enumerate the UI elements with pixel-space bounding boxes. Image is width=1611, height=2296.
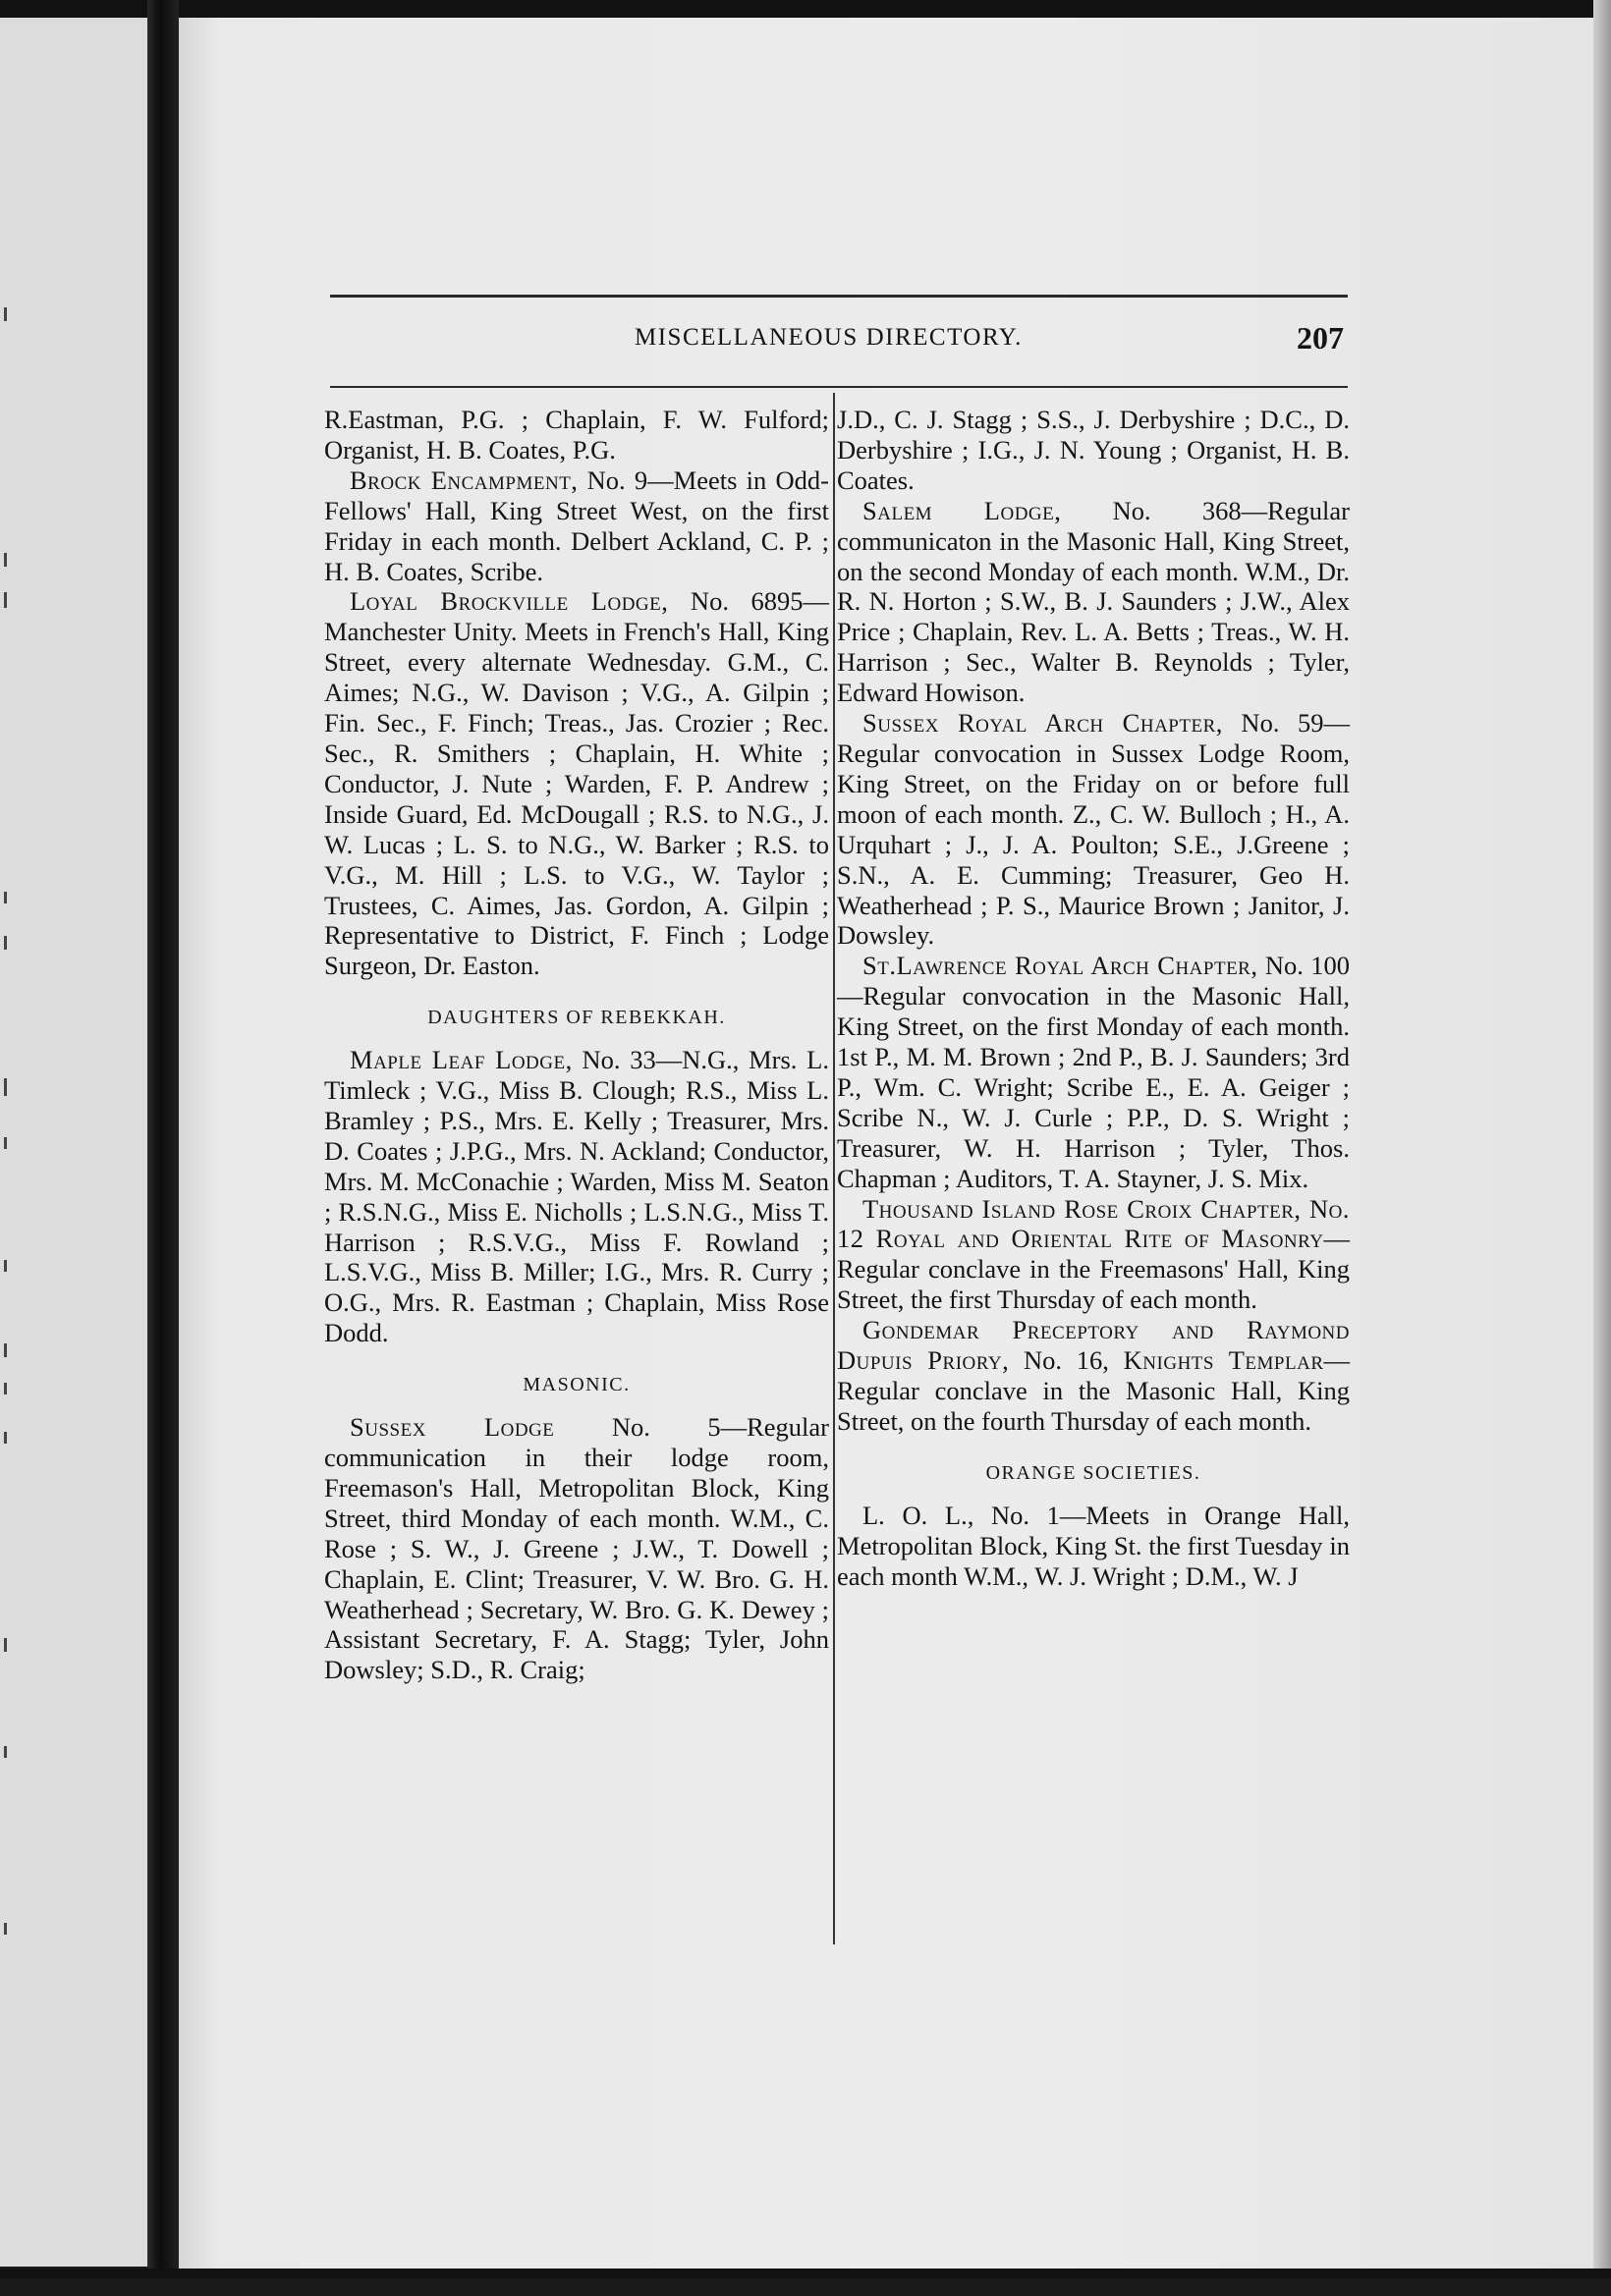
entry-name: Sussex Lodge — [350, 1412, 555, 1443]
entry-name: Knights Templar — [1123, 1345, 1324, 1376]
entry-text: No. 5—Regular communication in their lodge room, Freemason's Hall, Metropolitan Block, King Street, third Monday of each month. W.M., C. Rose ; S. W., J. Greene ; J.W., T. Dowell ; Chaplain, E. Clint; Treasurer, V. W. Bro. G. H. Weatherhead ; Secretary, W. Bro. G. K. Dewey ; Assistant Secretary, F. A. Stagg; Tyler, John Dowsley; S.D., R. Craig; — [324, 1412, 829, 1685]
entry-text: —Regular conclave in the Freemasons' Hall, King Street, the first Thursday of each month. — [837, 1224, 1350, 1315]
entry-name: Gondemar Preceptory and Raymond Dupuis Priory, — [837, 1315, 1350, 1376]
header-bottom-rule — [330, 386, 1348, 388]
entry-salem-lodge — [837, 496, 1350, 708]
facing-page-edge — [0, 18, 147, 2267]
entry-name: Salem Lodge, — [862, 495, 1062, 525]
entry-lol-no-1: L. O. L., No. 1—Meets in Orange Hall, Metropolitan Block, King St. the first Tuesday in each month W.M., W. J. Wright ; D.M., W. J — [837, 1500, 1350, 1591]
entry-text: No. 368—Regular communicaton in the Masonic Hall, King Street, on the second Monday of each month. W.M., Dr. R. N. Horton ; S.W., B. J. Saunders ; J.W., Alex Price ; Chaplain, Rev. L. A. Betts ; Treas., W. H. Harrison ; Sec., Walter B. Reynolds ; Tyler, Edward Howison. — [837, 495, 1350, 708]
entry-loyal-brockville-lodge — [324, 586, 829, 981]
entry-thousand-island-rose-croix — [837, 1194, 1350, 1316]
left-column — [324, 405, 829, 1685]
page-number: 207 — [1297, 320, 1344, 355]
entry-sussex-lodge — [324, 1412, 829, 1685]
running-header-title: MISCELLANEOUS DIRECTORY. — [635, 324, 1023, 351]
section-heading-rebekkah: DAUGHTERS OF REBEKKAH. — [427, 1007, 726, 1029]
entry-text: No. 33—N.G., Mrs. L. Timleck ; V.G., Miss B. Clough; R.S., Miss L. Bramley ; P.S., Mrs. E. Kelly ; Treasurer, Mrs. D. Coates ; J.P.G., Mrs. N. Ackland; Conductor, Mrs. M. McConachie ; Warden, Miss M. Seaton ; R.S.N.G., Miss E. Nicholls ; L.S.N.G., Miss T. Harrison ; R.S.V.G., Miss F. Rowland ; L.S.V.G., Miss B. Miller; I.G., Mrs. R. Curry ; O.G., Mrs. R. Eastman ; Chaplain, Miss Rose Dodd. — [324, 1045, 829, 1348]
entry-text: —Regular conclave in the Masonic Hall, King Street, on the fourth Thursday of each month. — [837, 1345, 1350, 1436]
entry-gondemar-preceptory — [837, 1315, 1350, 1437]
book-gutter — [147, 0, 179, 2278]
scan-bottom-border — [0, 2269, 1611, 2278]
facing-page-text-fragments — [0, 18, 29, 2296]
entry-continued-oddfellows: R.Eastman, P.G. ; Chaplain, F. W. Fulford; Organist, H. B. Coates, P.G. — [324, 405, 829, 465]
right-column — [837, 405, 1350, 1591]
entry-st-lawrence-royal-arch — [837, 951, 1350, 1193]
page-edge-shadow — [1593, 0, 1611, 2278]
header-top-rule — [330, 295, 1348, 298]
entry-text: No. 9—Meets in Odd-Fellows' Hall, King Street West, on the first Friday in each month. Delbert Ackland, C. P. ; H. B. Coates, Scribe. — [324, 465, 829, 586]
entry-name: Maple Leaf Lodge, — [350, 1045, 573, 1075]
scan-top-border — [0, 0, 1611, 18]
entry-text: No. 59—Regular convocation in Sussex Lodge Room, King Street, on the Friday on or before full moon of each month. Z., C. W. Bulloch ; H., A. Urquhart ; J., J. A. Poulton; S.E., J.Greene ; S.N., A. E. Cumming; Treasurer, Geo H. Weatherhead ; P. S., Maurice Brown ; Janitor, J. Dowsley. — [837, 708, 1350, 951]
entry-text: No. 16, — [1009, 1345, 1124, 1376]
entry-name: St.Lawrence Royal Arch Chapter, — [862, 951, 1258, 981]
entry-sussex-royal-arch — [837, 708, 1350, 951]
entry-name: Sussex Royal Arch Chapter, — [862, 708, 1223, 738]
entry-continued-sussex-lodge: J.D., C. J. Stagg ; S.S., J. Derbyshire ; D.C., D. Derbyshire ; I.G., J. N. Young ; Organist, H. B. Coates. — [837, 405, 1350, 495]
entry-name: Loyal Brockville Lodge, — [350, 586, 669, 617]
section-heading-masonic: MASONIC. — [523, 1374, 631, 1396]
entry-text: No. 100—Regular convocation in the Masonic Hall, King Street, on the first Monday of each month. 1st P., M. M. Brown ; 2nd P., B. J. Saunders; 3rd P., Wm. C. Wright; Scribe E., E. A. Geiger ; Scribe N., W. J. Curle ; P.P., D. S. Wright ; Treasurer, W. H. Harrison ; Tyler, Thos. Chapman ; Auditors, T. A. Stayner, J. S. Mix. — [837, 951, 1351, 1193]
section-heading-orange: ORANGE SOCIETIES. — [985, 1461, 1201, 1484]
entry-name: Thousand Island Rose Croix Chapter, No. 12 Royal and Oriental Rite of Masonry — [837, 1193, 1350, 1254]
entry-brock-encampment — [324, 465, 829, 587]
column-divider — [833, 393, 835, 1944]
entry-text: No. 6895—Manchester Unity. Meets in French's Hall, King Street, every alternate Wednesday. G.M., C. Aimes; N.G., W. Davison ; V.G., A. Gilpin ; Fin. Sec., F. Finch; Treas., Jas. Crozier ; Rec. Sec., R. Smithers ; Chaplain, H. White ; Conductor, J. Nute ; Warden, F. P. Andrew ; Inside Guard, Ed. McDougall ; R.S. to N.G., J. W. Lucas ; L. S. to N.G., W. Barker ; R.S. to V.G., M. Hill ; L.S. to V.G., W. Taylor ; Trustees, C. Aimes, Jas. Gordon, A. Gilpin ; Representative to District, F. Finch ; Lodge Surgeon, Dr. Easton. — [324, 586, 829, 981]
entry-name: Brock Encampment, — [350, 465, 579, 495]
entry-maple-leaf-lodge — [324, 1045, 829, 1348]
